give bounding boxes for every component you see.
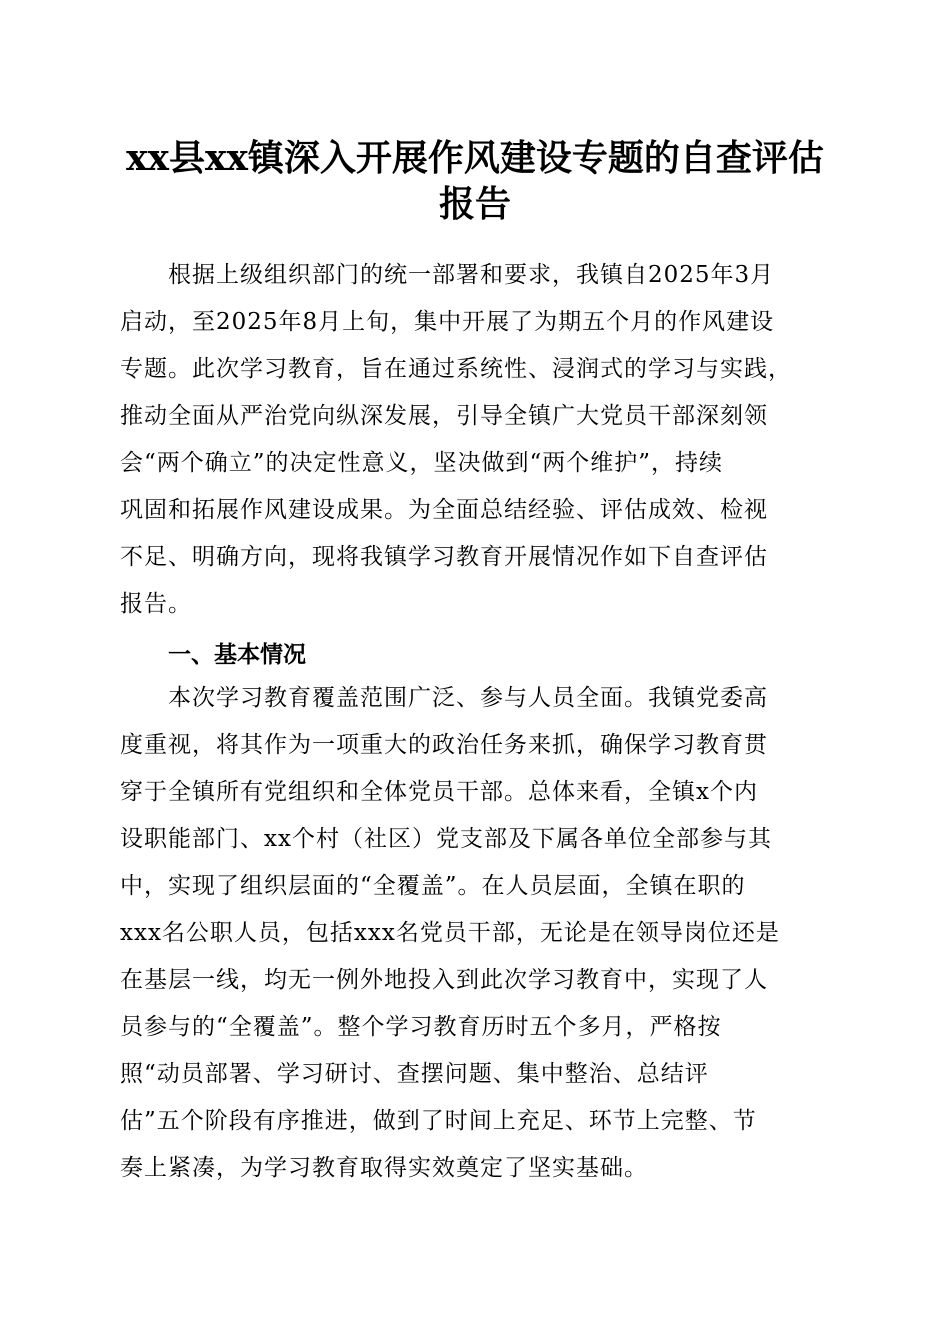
paragraph-line: 照“动员部署、学习研讨、查摆问题、集中整治、总结评 — [120, 1061, 709, 1087]
paragraph-line: 巩固和拓展作风建设成果。为全面总结经验、评估成效、检视 — [120, 497, 768, 523]
paragraph-line: 穿于全镇所有党组织和全体党员干部。总体来看，全镇x个内 — [120, 779, 758, 805]
paragraph-line: 报告。 — [120, 591, 192, 617]
paragraph-line: 员参与的“全覆盖”。整个学习教育历时五个多月，严格按 — [120, 1014, 722, 1040]
paragraph-line: 推动全面从严治党向纵深发展，引导全镇广大党员干部深刻领 — [120, 403, 768, 429]
intro-paragraph — [120, 252, 832, 628]
title-line: 报告 — [438, 183, 511, 225]
paragraph-line: 中，实现了组织层面的“全覆盖”。在人员层面，全镇在职的 — [120, 873, 746, 899]
paragraph-line: 度重视，将其作为一项重大的政治任务来抓，确保学习教育贯 — [120, 732, 768, 758]
paragraph-line: 启动，至2025年8月上旬，集中开展了为期五个月的作风建设 — [120, 309, 775, 335]
paragraph-line: xxx名公职人员，包括xxx名党员干部，无论是在领导岗位还是 — [120, 920, 780, 946]
title-line: xx县xx镇深入开展作风建设专题的自查评估 — [126, 137, 824, 179]
document-title — [110, 135, 840, 227]
basic-situation-paragraph — [120, 675, 832, 1192]
paragraph-line: 在基层一线，均无一例外地投入到此次学习教育中，实现了人 — [120, 967, 768, 993]
paragraph-line: 不足、明确方向，现将我镇学习教育开展情况作如下自查评估 — [120, 544, 768, 570]
paragraph-line: 专题。此次学习教育，旨在通过系统性、浸润式的学习与实践， — [120, 356, 792, 382]
paragraph-line: 本次学习教育覆盖范围广泛、参与人员全面。我镇党委高 — [120, 685, 768, 711]
paragraph-line: 奏上紧凑，为学习教育取得实效奠定了坚实基础。 — [120, 1155, 648, 1181]
section-heading: 一、基本情况 — [168, 642, 306, 668]
paragraph-line: 会“两个确立”的决定性意义，坚决做到“两个维护”，持续 — [120, 450, 724, 476]
paragraph-line: 估”五个阶段有序推进，做到了时间上充足、环节上完整、节 — [120, 1108, 757, 1134]
paragraph-line: 根据上级组织部门的统一部署和要求，我镇自2025年3月 — [120, 262, 775, 288]
paragraph-line: 设职能部门、xx个村（社区）党支部及下属各单位全部参与其 — [120, 826, 772, 852]
